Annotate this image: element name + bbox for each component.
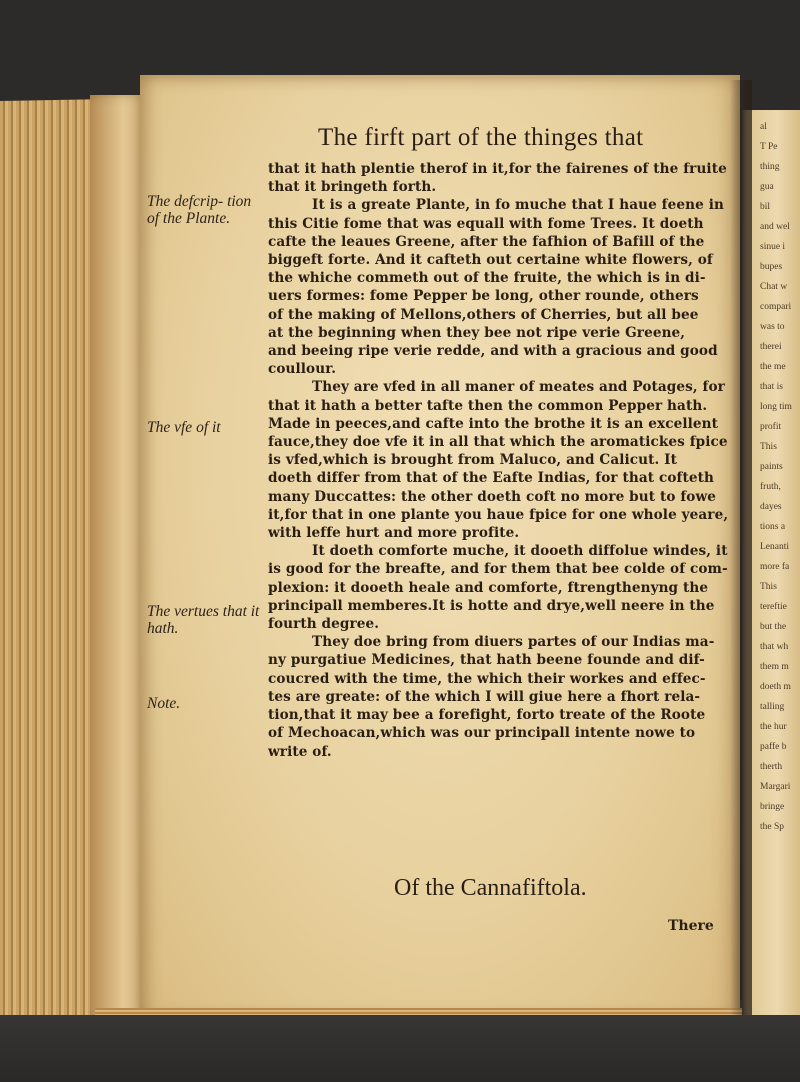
right-line: therth xyxy=(760,762,783,772)
text-line: that it bringeth forth. xyxy=(268,179,437,196)
text-line: with leffe hurt and more profite. xyxy=(268,525,520,542)
text-line: tes are greate: of the which I will giue here a fhort rela- xyxy=(268,688,701,705)
text-line: ny purgatiue Medicines, that hath beene founde and dif- xyxy=(268,652,705,669)
right-line: paffe b xyxy=(760,742,787,752)
page-bottom-edge xyxy=(95,1008,745,1015)
text-line: It is a greate Plante, in fo muche that I haue feene in xyxy=(312,197,724,214)
right-line: bupes xyxy=(760,262,783,272)
right-line: dayes xyxy=(760,502,782,512)
text-line: and beeing ripe verie redde, and with a gracious and good xyxy=(268,343,718,360)
section-title: Of the Cannafiftola. xyxy=(394,875,587,901)
text-line: many Duccattes: the other doeth coft no more but to fowe xyxy=(268,488,717,505)
right-line: therei xyxy=(760,342,782,352)
text-line: principall memberes.It is hotte and drye,well neere in the xyxy=(268,597,715,614)
right-line: This xyxy=(760,582,777,592)
text-line: Made in peeces,and cafte into the brothe it is an excellent xyxy=(268,415,718,432)
right-line: thing xyxy=(760,162,780,172)
text-line: They are vfed in all maner of meates and Potages, for xyxy=(312,379,725,396)
right-line: gua xyxy=(760,182,774,192)
text-line: at the beginning when they bee not ripe verie Greene, xyxy=(268,324,686,341)
right-line: them m xyxy=(760,662,789,672)
text-line: plexion: it dooeth heale and comforte, ftrengthenyng the xyxy=(268,579,709,596)
margin-note-description: The defcrip- tion of the Plante. xyxy=(147,193,252,227)
text-line: tion,that it may bee a forefight, forto treate of the Roote xyxy=(268,707,706,724)
margin-note: Note. xyxy=(147,695,181,712)
text-line: is vfed,which is brought from Malucο, and Calicut. It xyxy=(268,452,678,469)
text-line: is good for the breafte, and for them that bee colde of com- xyxy=(268,561,728,578)
right-line: profit xyxy=(760,422,782,432)
right-line: the hur xyxy=(760,722,787,732)
right-line: tions a xyxy=(760,522,786,532)
right-line: al xyxy=(760,122,767,132)
text-line: fourth degree. xyxy=(268,616,380,633)
right-line: This xyxy=(760,442,777,452)
right-line: sinue i xyxy=(760,242,786,252)
right-line: more fa xyxy=(760,562,790,572)
right-line: doeth m xyxy=(760,682,791,692)
right-line: long tim xyxy=(760,402,792,412)
right-line: bringe xyxy=(760,802,785,812)
text-line: this Citie fome that was equall with fome Trees. It doeth xyxy=(268,215,704,232)
text-line: write of. xyxy=(268,743,332,760)
text-line: it,for that in one plante you haue fpice for one whole yeare, xyxy=(268,506,729,523)
text-line: of the making of Mellons,others of Cherries, but all bee xyxy=(268,306,699,323)
right-line: and wel xyxy=(760,222,790,232)
right-line: Margari xyxy=(760,782,791,792)
text-line: that it hath a better tafte then the common Pepper hath. xyxy=(268,397,708,414)
right-line: T Pe xyxy=(760,142,778,152)
text-line: fauce,they doe vfe it in all that which the aromatickes fpice xyxy=(268,434,728,451)
right-line: bil xyxy=(760,202,771,212)
right-page-text xyxy=(752,118,800,978)
text-line: cafte the leaues Greene, after the fafhion of Bafill of the xyxy=(268,233,705,250)
left-binding xyxy=(90,95,145,1015)
text-line: biggeft forte. And it cafteth out certaine white flowers, of xyxy=(268,252,713,269)
right-line: that wh xyxy=(760,642,789,652)
right-line: fruth, xyxy=(760,482,781,492)
text-line: doeth differ from that of the Eafte Indias, for that cofteth xyxy=(268,470,714,487)
text-line: that it hath plentie therof in it,for the fairenes of the fruite xyxy=(268,161,727,177)
right-line: the me xyxy=(760,362,786,372)
text-line: It doeth comforte muche, it dooeth diffolue windes, it xyxy=(312,543,728,560)
right-line: but the xyxy=(760,622,787,632)
right-line: the Sp xyxy=(760,822,785,832)
catchword: There xyxy=(668,918,714,934)
margin-note-use: The vfe of it xyxy=(147,419,221,436)
right-line: that is xyxy=(760,382,783,392)
right-line: tereftie xyxy=(760,602,787,612)
gutter-shadow xyxy=(730,80,752,1015)
right-line: paints xyxy=(760,462,783,472)
right-line: compari xyxy=(760,302,792,312)
text-line: uers formes: fome Pepper be long, other rounde, others xyxy=(268,288,699,305)
right-line: Chat w xyxy=(760,282,788,292)
right-line: talling xyxy=(760,702,785,712)
text-line: the whiche commeth out of the fruite, the which is in di- xyxy=(268,270,706,287)
margin-note-vertues: The vertues that it hath. xyxy=(147,603,260,637)
text-line: They doe bring from diuers partes of our Indias ma- xyxy=(312,634,715,651)
right-line: was to xyxy=(760,322,785,332)
text-line: coullour. xyxy=(268,361,337,378)
text-line: coucred with the time, the which their workes and effec- xyxy=(268,670,706,687)
body-text xyxy=(268,160,730,761)
text-line: of Mechoacan,which was our principall intente nowe to xyxy=(268,725,696,742)
right-line: Lenanti xyxy=(760,542,790,552)
page-heading: The firft part of the thinges that xyxy=(318,124,644,151)
